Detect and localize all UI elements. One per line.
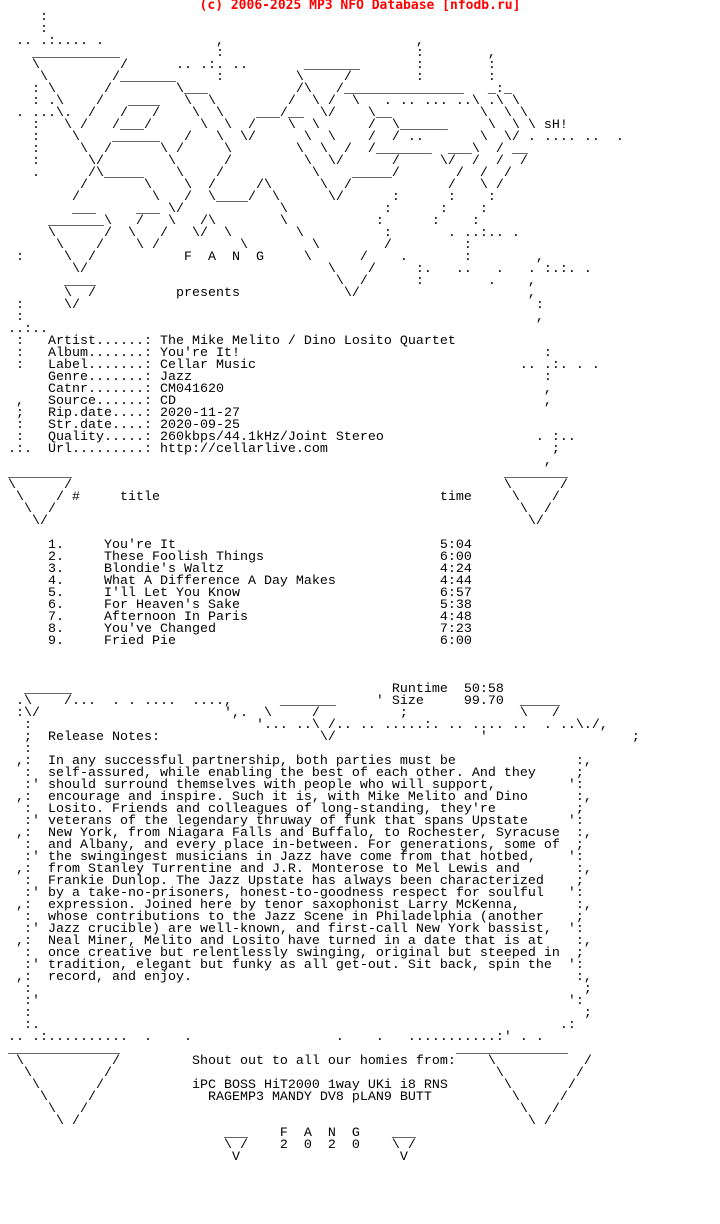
- nfo-line: Genre.......: Jazz :: [0, 370, 552, 385]
- nfo-line: .\ /... . . .... ...., _______ ' Size 99.70 _____: [0, 694, 560, 709]
- nfo-line: : once creative but relentlessly swinging, original but steeped in ;: [0, 946, 584, 961]
- nfo-line: \ / \ / \ \ / :: [0, 238, 472, 253]
- nfo-line: : Frankie Dunlop. The Jazz Upstate has always been characterized ;: [0, 874, 584, 889]
- nfo-line: V V: [0, 1150, 408, 1165]
- nfo-line: : Label.......: Cellar Music .. .:. . .: [0, 358, 600, 373]
- nfo-line: : '... ..\ /.. .. .....:. .. .... .. . ..\./,: [0, 718, 608, 733]
- nfo-line: :\/ ',. \ / ; \ /: [0, 706, 560, 721]
- nfo-line: ..:..: [0, 322, 48, 337]
- nfo-line: / \ \ / /\ \ / / \ /: [0, 178, 504, 193]
- nfo-line: 4. What A Difference A Day Makes 4:44: [0, 574, 472, 589]
- nfo-line: : Artist......: The Mike Melito / Dino Losito Quartet: [0, 334, 456, 349]
- nfo-line: : whose contributions to the Jazz Scene in Philadelphia (another ;: [0, 910, 584, 925]
- nfo-line: 6. For Heaven's Sake 5:38: [0, 598, 472, 613]
- nfo-line: : Str.date....: 2020-09-25: [0, 418, 240, 433]
- nfo-line: ,: expression. Joined here by tenor saxophonist Larry McKenna, :,: [0, 898, 592, 913]
- nfo-line: :: [0, 22, 48, 37]
- nfo-line: : .\ / ____ \ \ / \ / \ . .. ... ..\ .\ \: [0, 94, 520, 109]
- nfo-line: \ /_______ : \ / : :: [0, 70, 496, 85]
- nfo-line: 3. Blondie's Waltz 4:24: [0, 562, 472, 577]
- nfo-line: ________ ________: [0, 466, 568, 481]
- nfo-line: : Quality.....: 260kbps/44.1kHz/Joint Stereo . :..: [0, 430, 576, 445]
- nfo-line: ,: New York, from Niagara Falls and Buffalo, to Rochester, Syracuse :,: [0, 826, 592, 841]
- nfo-line: \/ \ / :. .. . . :.:. .: [0, 262, 592, 277]
- nfo-line: ___ ___ \/ \ : : :: [0, 202, 488, 217]
- nfo-line: :' Jazz crucible) are well-known, and first-call New York bassist, ':: [0, 922, 584, 937]
- nfo-line: :' ':: [0, 994, 584, 1009]
- nfo-line: ______________ ______________: [0, 1042, 568, 1057]
- nfo-line: _______\ / \ /\ \ : : :: [0, 214, 480, 229]
- nfo-line: ; Rip.date....: 2020-11-27: [0, 406, 240, 421]
- nfo-line: .. .:.......... . . . . ...........:' . .: [0, 1030, 544, 1045]
- nfo-ascii-document: [0, 12, 640, 1164]
- nfo-line: , Source......: CD ,: [0, 394, 552, 409]
- nfo-line: ; Release Notes: \/ ' ;: [0, 730, 640, 745]
- nfo-line: : \ / \ / \ \ \ / /_______ ___\ / __: [0, 142, 528, 157]
- nfo-line: 7. Afternoon In Paris 4:48: [0, 610, 472, 625]
- nfo-line: \ / .. .:. .. _______ : :: [0, 58, 496, 73]
- nfo-line: ,: from Stanley Turrentine and J.R. Monterose to Mel Lewis and :,: [0, 862, 592, 877]
- nfo-line: \ / RAGEMP3 MANDY DV8 pLAN9 BUTT \ /: [0, 1090, 568, 1105]
- nfo-line: :' should surround themselves with people who will support, ':: [0, 778, 584, 793]
- nfo-line: \ / iPC BOSS HiT2000 1way UKi i8 RNS \ /: [0, 1078, 576, 1093]
- nfo-line: : and Albany, and every place in-between. For generations, some of ;: [0, 838, 584, 853]
- nfo-line: :' by a take-no-prisoners, honest-to-goodness respect for soulful ':: [0, 886, 584, 901]
- nfo-line: . ...\. / / / \ \ ___/__ \/ \__ \ \ \: [0, 106, 528, 121]
- nfo-line: : \ ______ / \ \/ \ \ / / .. \ \/ . .... .. .: [0, 130, 624, 145]
- nfo-line: ___________ : : ,: [0, 46, 496, 61]
- nfo-line: .. .:.... . , ,: [0, 34, 424, 49]
- nfo-line: : self-assured, while enabling the best of each other. And they ;: [0, 766, 584, 781]
- nfo-line: :' veterans of the legendary thruway of funk that spans Upstate ':: [0, 814, 584, 829]
- nfo-line: ,: record, and enjoy. :,: [0, 970, 592, 985]
- nfodb-header[interactable]: (c) 2006-2025 MP3 NFO Database [nfodb.ru]: [199, 0, 521, 13]
- nfo-line: : \/ \ / \ \/ / \/ / / /: [0, 154, 528, 169]
- nfo-line: \ / \ /: [0, 478, 568, 493]
- nfo-line: : ;: [0, 1006, 592, 1021]
- nfo-line: \ / 2 0 2 0 \ /: [0, 1138, 416, 1153]
- nfo-line: ____ \ / : . ,: [0, 274, 536, 289]
- nfo-line: \/ \/: [0, 514, 544, 529]
- nfo-line: : ,: [0, 310, 544, 325]
- nfo-line: 5. I'll Let You Know 6:57: [0, 586, 472, 601]
- nfo-line: ___ F A N G ___: [0, 1126, 416, 1141]
- nfo-line: :' tradition, elegant but funky as all get-out. Sit back, spin the ':: [0, 958, 584, 973]
- nfo-line: : Album.......: You're It! :: [0, 346, 552, 361]
- nfo-line: .:. Url.........: http://cellarlive.com ;: [0, 442, 560, 457]
- nfo-line: \ / Shout out to all our homies from: \ /: [0, 1054, 592, 1069]
- nfo-line: 2. These Foolish Things 6:00: [0, 550, 472, 565]
- nfo-line: 9. Fried Pie 6:00: [0, 634, 472, 649]
- nfo-line: ,: Neal Miner, Melito and Losito have turned in a date that is at :,: [0, 934, 592, 949]
- nfo-line: :' the swingingest musicians in Jazz have come from that hotbed, ':: [0, 850, 584, 865]
- nfo-line: Catnr.......: CM041620 ,: [0, 382, 552, 397]
- nfo-line: : \ / F A N G \ / . : ,: [0, 250, 544, 265]
- nfo-line: ,: In any successful partnership, both parties must be :,: [0, 754, 592, 769]
- nfo-line: [0, 648, 640, 660]
- nfo-line: \ / \ /: [0, 502, 552, 517]
- nfo-line: \ / # title time \ /: [0, 490, 560, 505]
- nfo-line: 8. You've Changed 7:23: [0, 622, 472, 637]
- nfo-line: :: [0, 742, 32, 757]
- nfo-line: \ / \ /: [0, 1102, 560, 1117]
- nfo-line: 1. You're It 5:04: [0, 538, 472, 553]
- nfo-line: / \ / \____/ \ \/ : : :: [0, 190, 496, 205]
- nfo-line: ______ Runtime 50:58: [0, 682, 504, 697]
- nfo-line: \ / \ /: [0, 1066, 584, 1081]
- nfo-line: : Losito. Friends and colleagues of long-standing, they're ;: [0, 802, 584, 817]
- nfo-line: : \ / \___ /\ /_______________ _:_: [0, 82, 512, 97]
- nfo-line: . /\_____ \ / \ _____/ / / /: [0, 166, 512, 181]
- nfo-line: : \ / /___/ \ \ / \ \ / \______ \ \ \ sH!: [0, 118, 568, 133]
- nfo-line: : \/ :: [0, 298, 544, 313]
- nfo-line: ,: encourage and inspire. Such it is, with Mike Melito and Dino :,: [0, 790, 592, 805]
- nfo-line: : ;: [0, 982, 592, 997]
- nfo-line: ,: [0, 454, 552, 469]
- nfo-line: :: [0, 10, 48, 25]
- nfo-line: \ / presents \/ ,: [0, 286, 536, 301]
- nfo-line: [0, 660, 640, 672]
- nfo-line: \ / \ /: [0, 1114, 552, 1129]
- nfo-line: :. .:: [0, 1018, 576, 1033]
- nfo-line: \ / \ / \/ \ \ : . ..:.. .: [0, 226, 520, 241]
